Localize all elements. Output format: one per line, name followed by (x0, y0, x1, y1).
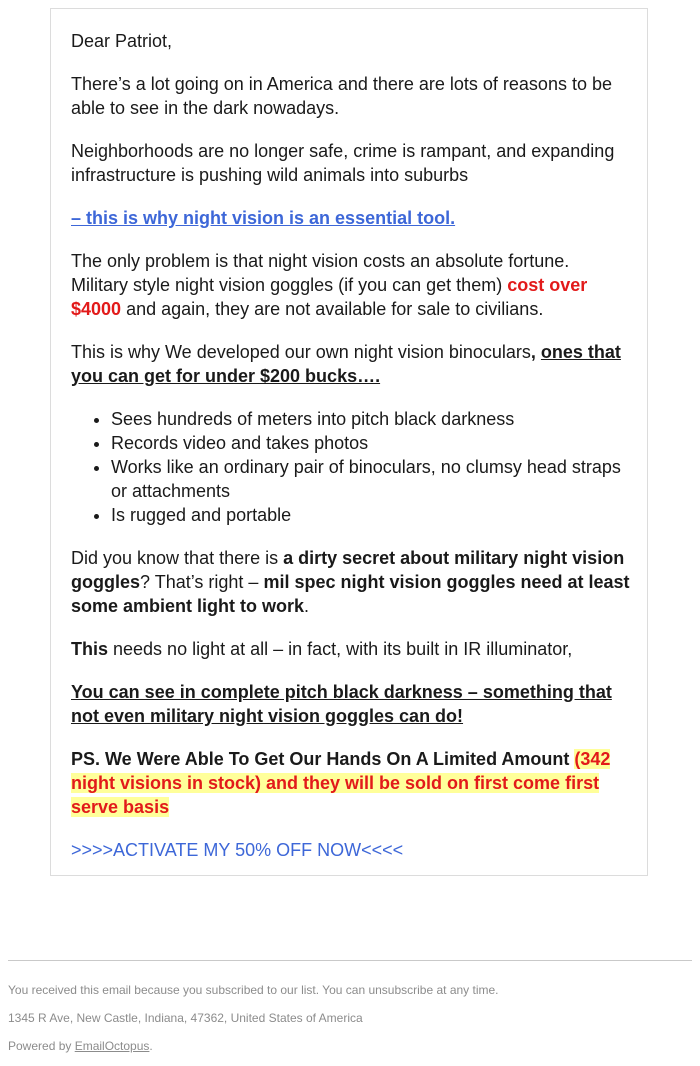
pitch-black-underline: You can see in complete pitch black darkness – something that not even military night vision goggles can do! (71, 682, 612, 726)
sender-address: 1345 R Ave, New Castle, Indiana, 47362, United States of America (8, 1011, 363, 1025)
price-underline: ones that you can get for under $200 bucks…. (71, 342, 621, 386)
developed-paragraph (71, 340, 631, 388)
developed-text: This is why We developed our own night vision binoculars (71, 342, 531, 362)
cost-paragraph (71, 249, 631, 321)
email-footer (8, 982, 692, 1066)
ps-bold: PS. We Were Able To Get Our Hands On A Limited Amount (71, 749, 575, 769)
pitch-black-paragraph (71, 680, 631, 728)
cost-text-a: The only problem is that night vision costs an absolute fortune. Military style night vision goggles (if you can get them) (71, 251, 570, 295)
powered-by (8, 1038, 692, 1054)
feature-item: • Is rugged and portable (111, 503, 631, 527)
feature-item: • Works like an ordinary pair of binoculars, no clumsy head straps or attachments (111, 455, 631, 503)
essential-tool-paragraph (71, 206, 631, 230)
email-card (50, 8, 648, 876)
no-light-text: needs no light at all – in fact, with its built in IR illuminator, (108, 639, 573, 659)
greeting: Dear Patriot, (71, 31, 173, 51)
cost-text-b: and again, they are not available for sale to civilians. (121, 299, 544, 319)
activate-offer-link[interactable]: >>>>ACTIVATE MY 50% OFF NOW<<<< (71, 840, 404, 860)
secret-text-c: ? That’s right – (140, 572, 264, 592)
secret-text-d: . (304, 596, 310, 616)
powered-by-suffix: . (149, 1039, 153, 1053)
subscription-notice: You received this email because you subscribed to our list. You can unsubscribe at any time. (8, 983, 499, 997)
secret-paragraph (71, 546, 631, 618)
no-light-bold: This (71, 639, 109, 659)
emailoctopus-link[interactable]: EmailOctopus (74, 1039, 150, 1053)
secret-text-a: Did you know that there is (71, 548, 284, 568)
footer-divider (8, 960, 692, 961)
ps-paragraph (71, 747, 631, 819)
secret-bold-2: mil spec night vision goggles need at least some ambient light to work (71, 572, 630, 616)
no-light-paragraph (71, 637, 631, 661)
feature-item: • Sees hundreds of meters into pitch black darkness (111, 407, 631, 431)
cost-highlight: cost over $4000 (71, 275, 588, 319)
intro-paragraph: There’s a lot going on in America and there are lots of reasons to be able to see in the dark nowadays. (71, 74, 612, 118)
powered-by-prefix: Powered by (8, 1039, 75, 1053)
email-body (71, 29, 631, 881)
essential-tool-link[interactable]: – this is why night vision is an essential tool. (71, 208, 456, 228)
secret-bold-1: a dirty secret about military night vision goggles (71, 548, 625, 592)
feature-item: • Records video and takes photos (111, 431, 631, 455)
developed-comma: , (530, 342, 541, 362)
feature-list (71, 407, 631, 527)
neighborhoods-paragraph: Neighborhoods are no longer safe, crime is rampant, and expanding infrastructure is pushing wild animals into suburbs (71, 141, 615, 185)
ps-highlight: (342 night visions in stock) and they will be sold on first come first serve basis (71, 749, 611, 817)
cta-paragraph (71, 838, 631, 862)
